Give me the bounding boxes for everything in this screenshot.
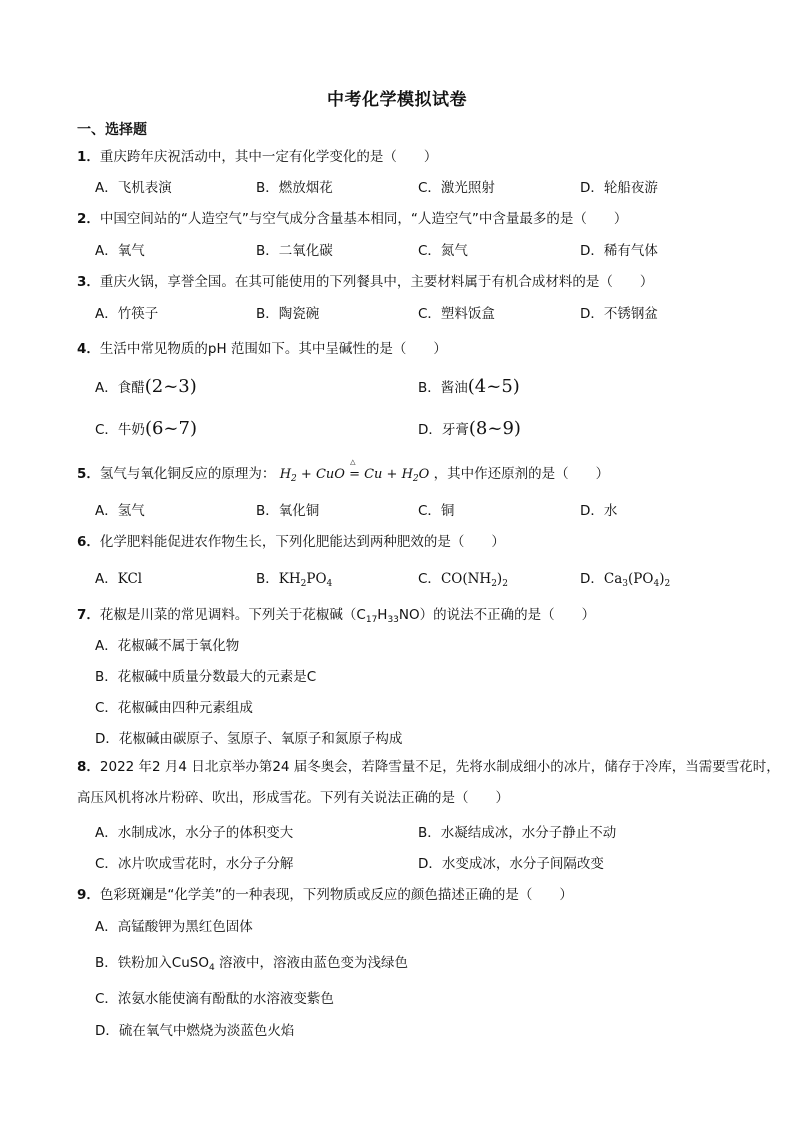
option-label: D．牙膏 [418,422,469,438]
ph-range: (6~7) [144,418,197,439]
option-d: D．花椒碱由碳原子、氢原子、氧原子和氮原子构成 [95,731,403,747]
option-d [418,418,521,439]
option-a: A．水制成冰，水分子的体积变大 [95,825,294,841]
option-b: B．陶瓷碗 [256,306,320,322]
subscript: 17 [365,615,378,625]
option-b: B．二氧化碳 [256,243,333,259]
element-h: H [377,607,388,623]
option-b: B．氧化铜 [256,503,320,519]
formula: $CO(NH_2)_2$ [440,571,508,589]
option-label: C． [418,571,441,587]
question-number: 6． [77,534,100,550]
question-2 [77,207,777,227]
question-stem: 中国空间站的“人造空气”与空气成分含量基本相同，“人造空气”中含量最多的是（ ） [99,211,628,227]
option-b: B．燃放烟花 [256,180,333,196]
option-label: C．牛奶 [95,422,145,438]
question-5 [77,458,777,484]
option-b [418,376,520,397]
question-stem: 重庆火锅，享誉全国。在其可能使用的下列餐具中，主要材料属于有机合成材料的是（ ） [99,274,654,290]
question-4 [77,337,777,357]
question-number: 4． [77,341,100,357]
subscript: 4 [208,963,215,973]
option-label: A． [95,571,118,587]
ph-range: (4~5) [467,376,520,397]
option-d: D．水 [580,503,618,519]
option-b [256,567,332,589]
question-stem-after: ，其中作还原剂的是（ ） [433,466,610,482]
option-c: C．氮气 [418,243,468,259]
heat-condition: △ [350,458,356,466]
option-d: D．稀有气体 [580,243,658,259]
option-c [95,418,197,439]
question-8 [77,752,782,814]
option-a [95,567,142,587]
question-stem-before: 花椒是川菜的常见调料。下列关于花椒碱（C [99,607,366,623]
question-1 [77,145,777,165]
question-number: 2． [77,211,100,227]
option-label: D． [580,571,604,587]
eq-cuo: + CuO [296,467,350,482]
option-d: D．水变成冰，水分子间隔改变 [418,856,604,872]
option-label: B． [256,571,279,587]
eq-right: Cu + H [359,467,413,482]
eq-h: H [279,467,292,482]
question-number: 7． [77,607,100,623]
formula: $KH_2PO_4$ [278,571,333,589]
option-c: C．花椒碱由四种元素组成 [95,700,253,716]
question-stem: 化学肥料能促进农作物生长，下列化肥能达到两种肥效的是（ ） [99,534,505,550]
formula: $Ca_3(PO_4)_2$ [603,571,671,589]
option-b [95,951,408,973]
option-c: C．浓氨水能使滴有酚酞的水溶液变紫色 [95,991,334,1007]
section-heading: 一、选择题 [77,122,147,138]
option-a: A．竹筷子 [95,306,159,322]
option-label: A．食醋 [95,380,145,396]
option-c: C．激光照射 [418,180,495,196]
option-b: B．水凝结成冰，水分子静止不动 [418,825,617,841]
question-stem: 色彩斑斓是“化学美”的一种表现，下列物质或反应的颜色描述正确的是（ ） [99,887,573,903]
formula: KCl [117,571,143,587]
option-c [418,567,508,589]
option-a: A．氢气 [95,503,145,519]
page-title: 中考化学模拟试卷 [327,90,467,110]
option-label: B．酱油 [418,380,468,396]
question-9 [77,883,777,903]
option-a: A．高锰酸钾为黑红色固体 [95,919,253,935]
question-stem-before: 氢气与氧化铜反应的原理为： [99,466,276,482]
eq-o: O [418,467,430,482]
question-number: 1． [77,149,100,165]
option-a: A．飞机表演 [95,180,172,196]
question-3 [77,270,777,290]
question-number: 9． [77,887,100,903]
chemical-equation: $H_2$ + CuO △ = $Cu + H_2O$ [279,458,430,484]
option-d: D．硫在氧气中燃烧为淡蓝色火焰 [95,1023,295,1039]
option-rest: 溶液中，溶液由蓝色变为浅绿色 [214,955,408,971]
option-c: C．塑料饭盒 [418,306,495,322]
option-d [580,567,670,589]
option-d: D．不锈钢盆 [580,306,658,322]
question-6 [77,530,777,550]
option-a [95,376,197,397]
question-number: 8． [77,759,100,775]
option-a: A．氧气 [95,243,145,259]
ph-range: (2~3) [144,376,197,397]
option-b: B．花椒碱中质量分数最大的元素是C [95,669,317,685]
question-stem: 重庆跨年庆祝活动中，其中一定有化学变化的是（ ） [99,149,438,165]
question-7 [77,603,777,625]
ph-range: (8~9) [468,418,521,439]
option-a: A．花椒碱不属于氧化物 [95,638,240,654]
question-stem-after: NO）的说法不正确的是（ ） [398,607,596,623]
question-stem: 生活中常见物质的pH 范围如下。其中呈碱性的是（ ） [99,341,447,357]
question-number: 5． [77,466,100,482]
question-number: 3． [77,274,100,290]
option-c: C．冰片吹成雪花时，水分子分解 [95,856,294,872]
option-d: D．轮船夜游 [580,180,658,196]
question-stem: 2022 年2 月4 日北京举办第24 届冬奥会，若降雪量不足，先将水制成细小的冰片，储存于冷库，当需要雪花时，高压风机将冰片粉碎、吹出，形成雪花。下列有关说法正确的是（ ） [77,759,780,806]
subscript: 33 [387,615,399,625]
option-c: C．铜 [418,503,455,519]
option-label: B．铁粉加入CuSO [95,955,209,971]
